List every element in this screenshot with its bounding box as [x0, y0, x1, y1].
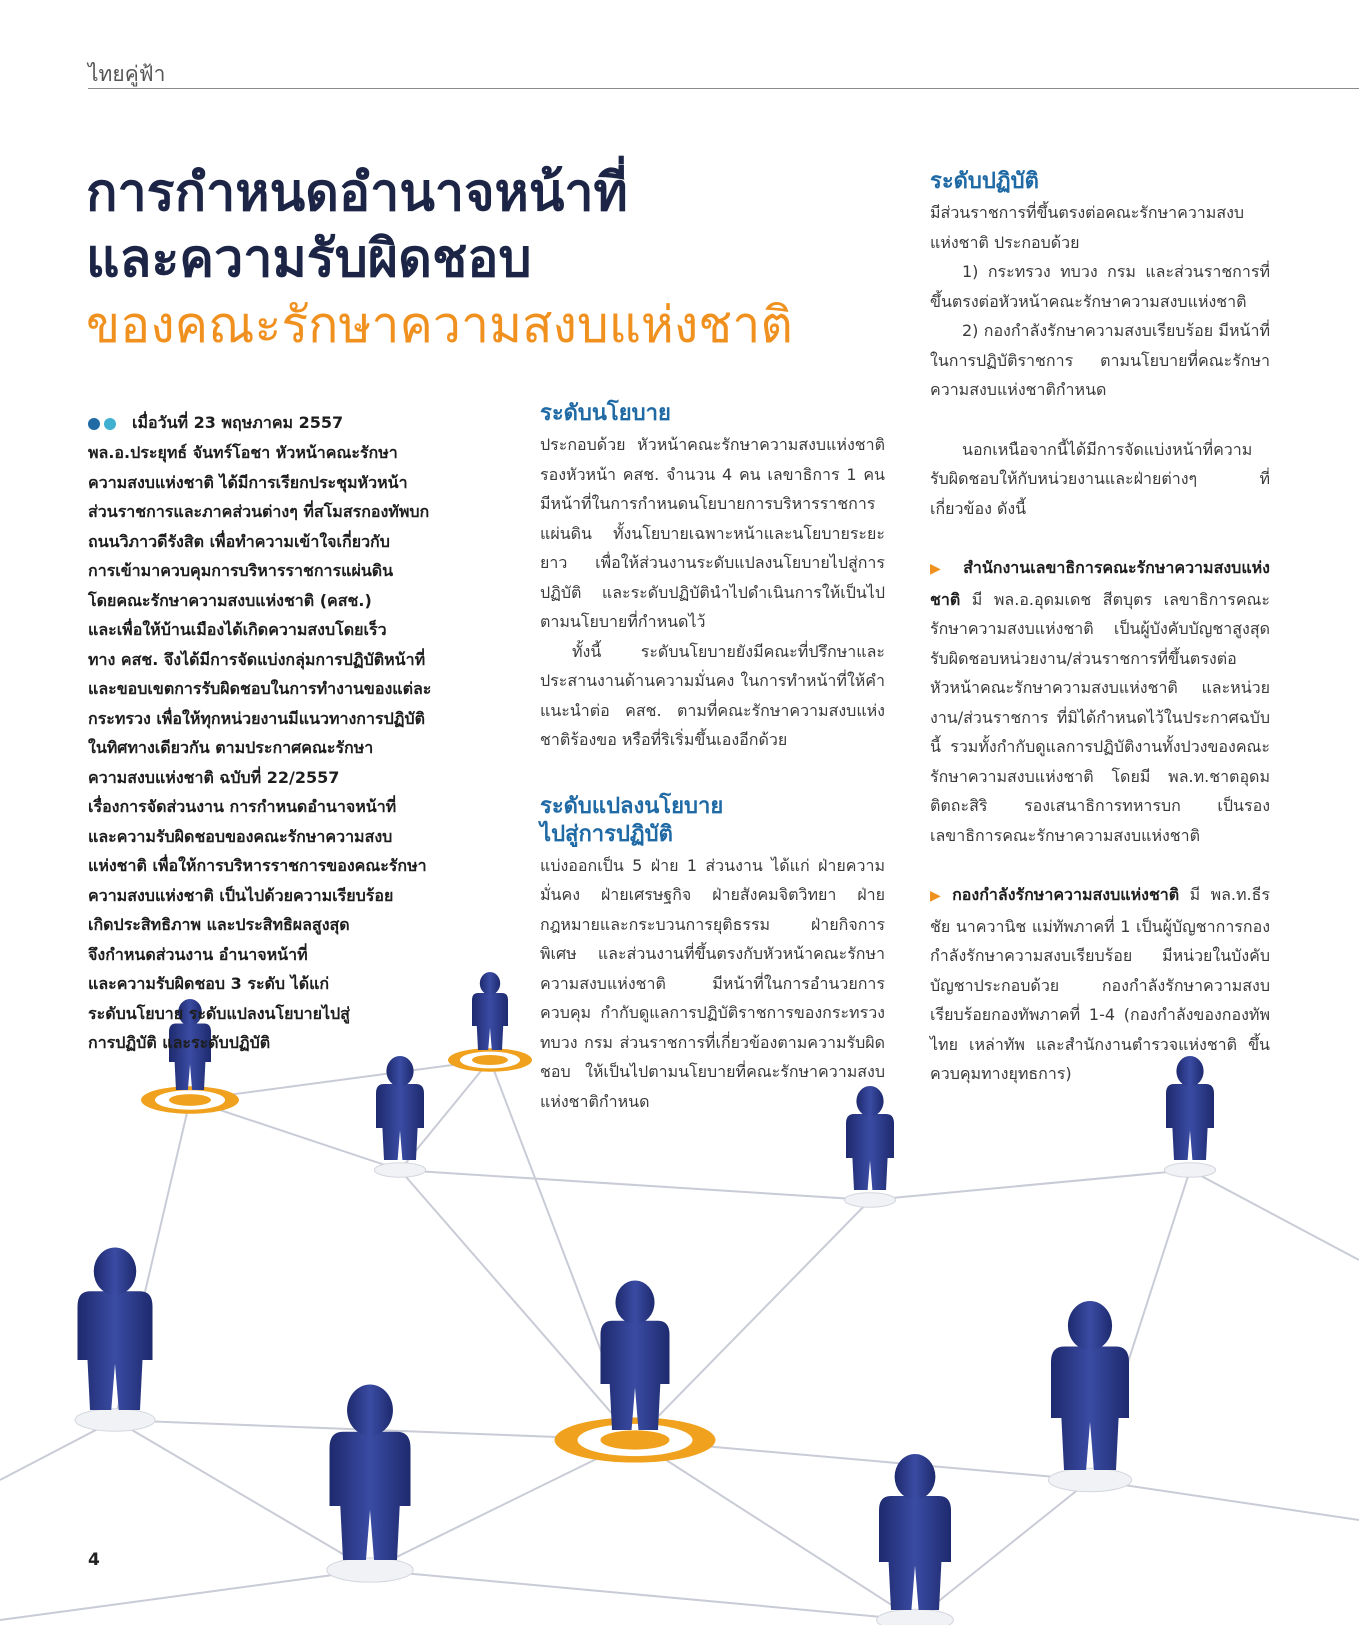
intro-line: เกิดประสิทธิภาพ และประสิทธิผลสูงสุด	[88, 915, 350, 935]
header-rule	[88, 88, 1359, 89]
policy-paragraph-2: ทั้งนี้ ระดับนโยบายยังมีคณะที่ปรึกษาและประสานงานด้านความมั่นคง ในการทำหน้าที่ให้คำแนะนำต่อ คสช. ตามที่คณะรักษาความสงบแห่งชาติร้องขอ หรือที่ริเริ่มขึ้นเองอีกด้วย	[540, 641, 885, 749]
intro-line: โดยคณะรักษาความสงบแห่งชาติ (คสช.)	[88, 590, 372, 610]
intro-line	[88, 408, 493, 438]
secretariat-title: สำนักงานเลขาธิการคณะรักษาความสงบแห่งชาติ	[930, 558, 1270, 609]
intro-line: เรื่องการจัดส่วนงาน การกำหนดอำนาจหน้าที่	[88, 797, 397, 817]
title-line-3: ของคณะรักษาความสงบแห่งชาติ	[86, 296, 793, 354]
translate-heading-line-1: ระดับแปลงนโยบาย	[540, 793, 724, 819]
triangle-bullet-icon: ▶	[930, 561, 958, 577]
intro-line: และขอบเขตการรับผิดชอบในการทำงานของแต่ละ	[88, 679, 432, 699]
intro-line: และความรับผิดชอบของคณะรักษาความสงบ	[88, 826, 393, 846]
title-line-2: และความรับผิดชอบ	[86, 229, 532, 289]
intro-line: แห่งชาติ เพื่อให้การบริหารราชการของคณะรักษา	[88, 856, 427, 876]
operation-item-2: 2) กองกำลังรักษาความสงบเรียบร้อย มีหน้าที่ในการปฏิบัติราชการ ตามนโยบายที่คณะรักษาความสงบแห่งชาติกำหนด	[930, 321, 1270, 399]
intro-line: ความสงบแห่งชาติ เป็นไปด้วยความเรียบร้อย	[88, 885, 394, 905]
peacekeeping-title: กองกำลังรักษาความสงบแห่งชาติ	[952, 885, 1180, 904]
header-label: ไทยคู่ฟ้า	[88, 62, 166, 86]
person-figure-icon	[879, 1454, 951, 1610]
triangle-bullet-icon: ▶	[930, 888, 947, 904]
intro-line: จึงกำหนดส่วนงาน อำนาจหน้าที่	[88, 944, 308, 964]
intro-line: กระทรวง เพื่อให้ทุกหน่วยงานมีแนวทางการปฏิบัติ	[88, 708, 426, 728]
bullet-dots-icon	[88, 409, 120, 439]
intro-line: ส่วนราชการและภาคส่วนต่างๆ ที่สโมสรกองทัพบก	[88, 502, 430, 522]
person-figure-icon	[376, 1056, 424, 1160]
policy-paragraph-1: ประกอบด้วย หัวหน้าคณะรักษาความสงบแห่งชาติ รองหัวหน้า คสช. จำนวน 4 คน เลขาธิการ 1 คน มีหน้าที่ในการกำหนดนโยบายการบริหารราชการแผ่นดิน ทั้งนโยบายเฉพาะหน้าและนโยบายระยะยาว เพื่อให้ส่วนงานระดับแปลงนโยบายไปสู่การปฏิบัติ และระดับปฏิบัตินำไปดำเนินการให้เป็นไปตามนโยบายที่กำหนดไว้	[540, 435, 885, 631]
intro-column	[88, 408, 493, 1058]
page-number: 4	[88, 1550, 100, 1570]
policy-column	[540, 400, 885, 1116]
translate-heading-line-2: ไปสู่การปฏิบัติ	[540, 821, 673, 847]
page-title	[86, 160, 846, 358]
intro-line: พล.อ.ประยุทธ์ จันทร์โอชา หัวหน้าคณะรักษา	[88, 443, 398, 463]
person-figure-icon	[601, 1281, 670, 1431]
intro-line: ในทิศทางเดียวกัน ตามประกาศคณะรักษา	[88, 738, 374, 758]
intro-line: ระดับนโยบาย ระดับแปลงนโยบายไปสู่	[88, 1003, 350, 1023]
intro-line: การปฏิบัติ และระดับปฏิบัติ	[88, 1033, 271, 1053]
intro-line: และความรับผิดชอบ 3 ระดับ ได้แก่	[88, 974, 330, 994]
intro-line: การเข้ามาควบคุมการบริหารราชการแผ่นดิน	[88, 561, 394, 581]
operation-item-1: 1) กระทรวง ทบวง กรม และส่วนราชการที่ขึ้นตรงต่อหัวหน้าคณะรักษาความสงบแห่งชาติ	[930, 262, 1270, 311]
policy-heading: ระดับนโยบาย	[540, 401, 671, 426]
secretariat-body: มี พล.อ.อุดมเดช สีตบุตร เลขาธิการคณะรักษาความสงบแห่งชาติ เป็นผู้บังคับบัญชาสูงสุด รับผิดชอบหน่วยงาน/ส่วนราชการที่ขึ้นตรงต่อหัวหน้าคณะรักษาความสงบแห่งชาติ และหน่วยงาน/ส่วนราชการ ที่มิได้กำหนดไว้ในประกาศฉบับนี้ รวมทั้งกำกับดูแลการปฏิบัติงานทั้งปวงของคณะรักษาความสงบแห่งชาติ โดยมี พล.ท.ชาตอุดม ติตถะสิริ รองเสนาธิการทหารบก เป็นรองเลขาธิการคณะรักษาความสงบแห่งชาติ	[930, 589, 1270, 845]
intro-line: ความสงบแห่งชาติ ฉบับที่ 22/2557	[88, 767, 340, 787]
operation-heading: ระดับปฏิบัติ	[930, 169, 1039, 194]
intro-line: และเพื่อให้บ้านเมืองได้เกิดความสงบโดยเร็ว	[88, 620, 387, 640]
person-figure-icon	[330, 1385, 411, 1561]
person-figure-icon	[78, 1248, 153, 1411]
intro-line-text: เมื่อวันที่ 23 พฤษภาคม 2557	[132, 413, 344, 432]
operation-paragraph-2: นอกเหนือจากนี้ได้มีการจัดแบ่งหน้าที่ความรับผิดชอบให้กับหน่วยงานและฝ่ายต่างๆ ที่เกี่ยวข้อง ดังนี้	[930, 439, 1270, 518]
intro-line: ความสงบแห่งชาติ ได้มีการเรียกประชุมหัวหน้า	[88, 472, 408, 492]
secretariat-section	[930, 553, 1270, 850]
translate-paragraph: แบ่งออกเป็น 5 ฝ่าย 1 ส่วนงาน ได้แก่ ฝ่ายความมั่นคง ฝ่ายเศรษฐกิจ ฝ่ายสังคมจิตวิทยา ฝ่ายกฎหมายและกระบวนการยุติธรรม ฝ่ายกิจการพิเศษ และส่วนงานที่ขึ้นตรงกับหัวหน้าคณะรักษาความสงบแห่งชาติ มีหน้าที่ในการอำนวยการ ควบคุม กำกับดูแลการปฏิบัติราชการของกระทรวง ทบวง กรม ส่วนราชการที่เกี่ยวข้องตามความรับผิดชอบ ให้เป็นไปตามนโยบายที่คณะรักษาความสงบแห่งชาติกำหนด	[540, 855, 885, 1111]
intro-line: ถนนวิภาวดีรังสิต เพื่อทำความเข้าใจเกี่ยวกับ	[88, 531, 390, 551]
operation-paragraph-1: มีส่วนราชการที่ขึ้นตรงต่อคณะรักษาความสงบแห่งชาติ ประกอบด้วย	[930, 203, 1245, 252]
title-line-1: การกำหนดอำนาจหน้าที่	[86, 163, 628, 223]
person-figure-icon	[1051, 1301, 1129, 1470]
peacekeeping-section	[930, 880, 1270, 1089]
peacekeeping-body: มี พล.ท.ธีรชัย นาควานิช แม่ทัพภาคที่ 1 เป็นผู้บัญชาการกองกำลังรักษาความสงบเรียบร้อย มีหน่วยในบังคับบัญชาประกอบด้วย กองกำลังรักษาความสงบเรียบร้อยกองทัพภาคที่ 1-4 (กองกำลังของกองทัพไทย เหล่าทัพ และสำนักงานตำรวจแห่งชาติ ขึ้นควบคุมทางยุทธการ)	[930, 885, 1270, 1083]
operation-column	[930, 168, 1270, 1089]
intro-line: ทาง คสช. จึงได้มีการจัดแบ่งกลุ่มการปฏิบัติหน้าที่	[88, 649, 426, 669]
translate-heading	[540, 793, 885, 849]
